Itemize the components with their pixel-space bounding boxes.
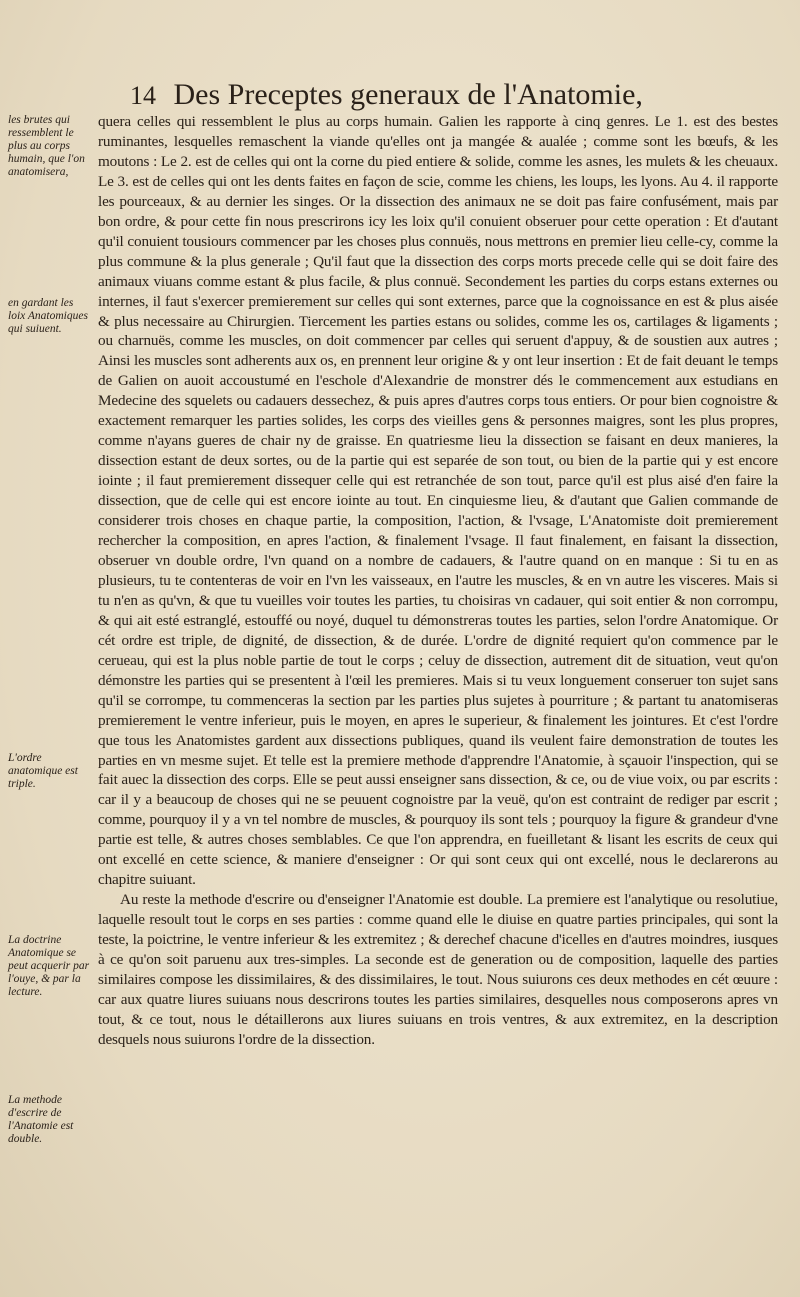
margin-note-loix: en gardant les loix Anatomiques qui suiuent. — [8, 297, 88, 335]
running-header — [130, 78, 770, 113]
paragraph-2: Au reste la methode d'escrire ou d'enseigner l'Anatomie est double. La premiere est l'analytique ou resolutiue, laquelle resoult tout le corps en ses parties : comme quand elle le diuise en quatre parties principales, qui sont la teste, la poictrine, le ventre inferieur & les extremitez ; & derechef chacune d'icelles en d'autres moindres, iusques à ce qu'on soit paruenu aux tres-simples. La seconde est de generation ou de composition, laquelle des parties similaires compose les dissimilaires, & des dissimilaires, le tout. Nous suiurons ces deux methodes en cét œuure : car aux quatre liures suiuans nous descrirons toutes les parties similaires, desquelles nous composerons apres vn tout, & ce tout, nous le détaillerons aux liures suiuans en trois ventres, & aux extremitez, en la description desquels nous suiurons l'ordre de la dissection. — [98, 891, 778, 1048]
margin-note-doctrine: La doctrine Anatomique se peut acquerir par l'ouye, & par la lecture. — [8, 934, 90, 998]
paragraph-1: quera celles qui ressemblent le plus au corps humain. Galien les rapporte à cinq genres. Le 1. est des bestes ruminantes, lesquelles remaschent la viande qu'elles ont ja mangée & aualée ; comme sont les bœufs, & les moutons : Le 2. est de celles qui ont la corne du pied entiere & solide, comme les asnes, les mulets & les cheuaux. Le 3. est de celles qui ont les dents faites en façon de scie, comme les chiens, les loups, les lyons. Au 4. il rapporte les pourceaux, & au dernier les singes. Or la dissection des animaux ne se doit pas faire confusément, mais par bon ordre, & pour cette fin nous prescrirons icy les loix qu'il conuient obseruer pour cette operation : Et d'autant qu'il conuient tousiours commencer par les choses plus connuës, nous mettrons en premier lieu celle-cy, comme la plus commune & la plus generale ; Qu'il faut que la dissection des corps morts precede celle qui se doit faire des animaux viuans comme estant & plus facile, & plus connuë. Secondement les parties du corps estans externes ou internes, il faut s'exercer premierement sur celles qui sont externes, parce que la cognoissance en est & plus aisée & plus necessaire au Chirurgien. Tiercement les parties estans ou solides, comme les os, cartilages & ligaments ; ou charnuës, comme les muscles, on doit commencer par celles qui seruent d'appuy, & de soustien aux autres ; Ainsi les muscles sont adherents aux os, en prennent leur origine & y ont leur insertion : Et de fait deuant le temps de Galien on auoit accoustumé en l'eschole d'Alexandrie de monstrer dés le commencement aux estudians en Medecine des squelets ou cadauers dessechez, & puis apres d'autres corps tous entiers. Or pour bien cognoistre & exactement remarquer les parties solides, les corps des vieilles gens & personnes maigres, sont les plus propres, comme n'ayans gueres de chair ny de graisse. En quatriesme lieu la dissection se faisant en deux manieres, la dissection estant de deux sortes, ou de la partie qui est separée de son tout, ou bien de la partie qui y est encore iointe ; il faut premierement dissequer celle qui est retranchée de son tout, parce qu'il est plus aisé d'en faire la dissection, que de celle qui est encore iointe au tout. En cinquiesme lieu, & d'autant que Galien commande de considerer trois choses en chaque partie, la composition, l'action, & l'vsage, L'Anatomiste doit premierement rechercher la composition, en apres l'action, & finalement l'vsage. Il faut finalement, en faisant la dissection, obseruer vn double ordre, l'vn quand on a nombre de cadauers, & l'autre quand on en manque : Si tu en as plusieurs, tu te contenteras de voir en l'vn les vaisseaux, en l'autre les muscles, & en vn autre les visceres. Mais si tu n'en as qu'vn, & que tu vueilles voir toutes les parties, tu choisiras vn cadauer, qui soit entier & non corrompu, & qui ait esté estranglé, estouffé ou noyé, duquel tu démonstreras toutes les parties, selon l'ordre Anatomique. Or cét ordre est triple, de dignité, de dissection, & de durée. L'ordre de dignité requiert qu'on commence par le cerueau, qui est la plus noble partie de tout le corps ; celuy de dissection, autrement dit de situation, veut qu'on démonstre les parties qui se presentent à l'œil les premieres. Mais si tu veux longuement conseruer ton sujet sans qu'il se corrompe, tu commenceras la section par les parties plus sujetes à pourriture ; & partant tu anatomiseras premierement le ventre inferieur, puis le moyen, en apres le superieur, & finalement les jointures. Et c'est l'ordre que tous les Anatomistes gardent aux dissections publiques, quand ils veulent faire demonstration de toutes les parties en vn mesme sujet. Et telle est la premiere methode d'apprendre l'Anatomie, à sçauoir l'inspection, qui se fait auec la dissection des corps. Elle se peut aussi enseigner sans dissection, & ce, ou de viue voix, ou par escrits : car il y a beaucoup de choses qui ne se peuuent cognoistre par la veuë, qu'on est contraint de rediger par escrit ; comme, pourquoy il y a vn tel nombre de muscles, & pourquoy ils sont tels ; pourquoy la figure & grandeur d'vne partie est telle, & autres choses semblables. Ce que l'on apprendra, en fueilletant & lisant les escrits de ceux qui ont excellé en cette science, & maniere d'enseigner : Or qui sont ceux qui ont excellé, nous le declarerons au chapitre suiuant. — [98, 113, 778, 889]
margin-note-methode: La methode d'escrire de l'Anatomie est double. — [8, 1094, 74, 1145]
margin-note-ordre: L'ordre anatomique est triple. — [8, 752, 78, 790]
margin-note-brutes: les brutes qui ressemblent le plus au corps humain, que l'on anatomisera, — [8, 114, 85, 178]
page-number: 14 — [130, 81, 156, 110]
running-title: Des Preceptes generaux de l'Anatomie, — [173, 78, 643, 111]
main-text — [98, 112, 778, 1050]
